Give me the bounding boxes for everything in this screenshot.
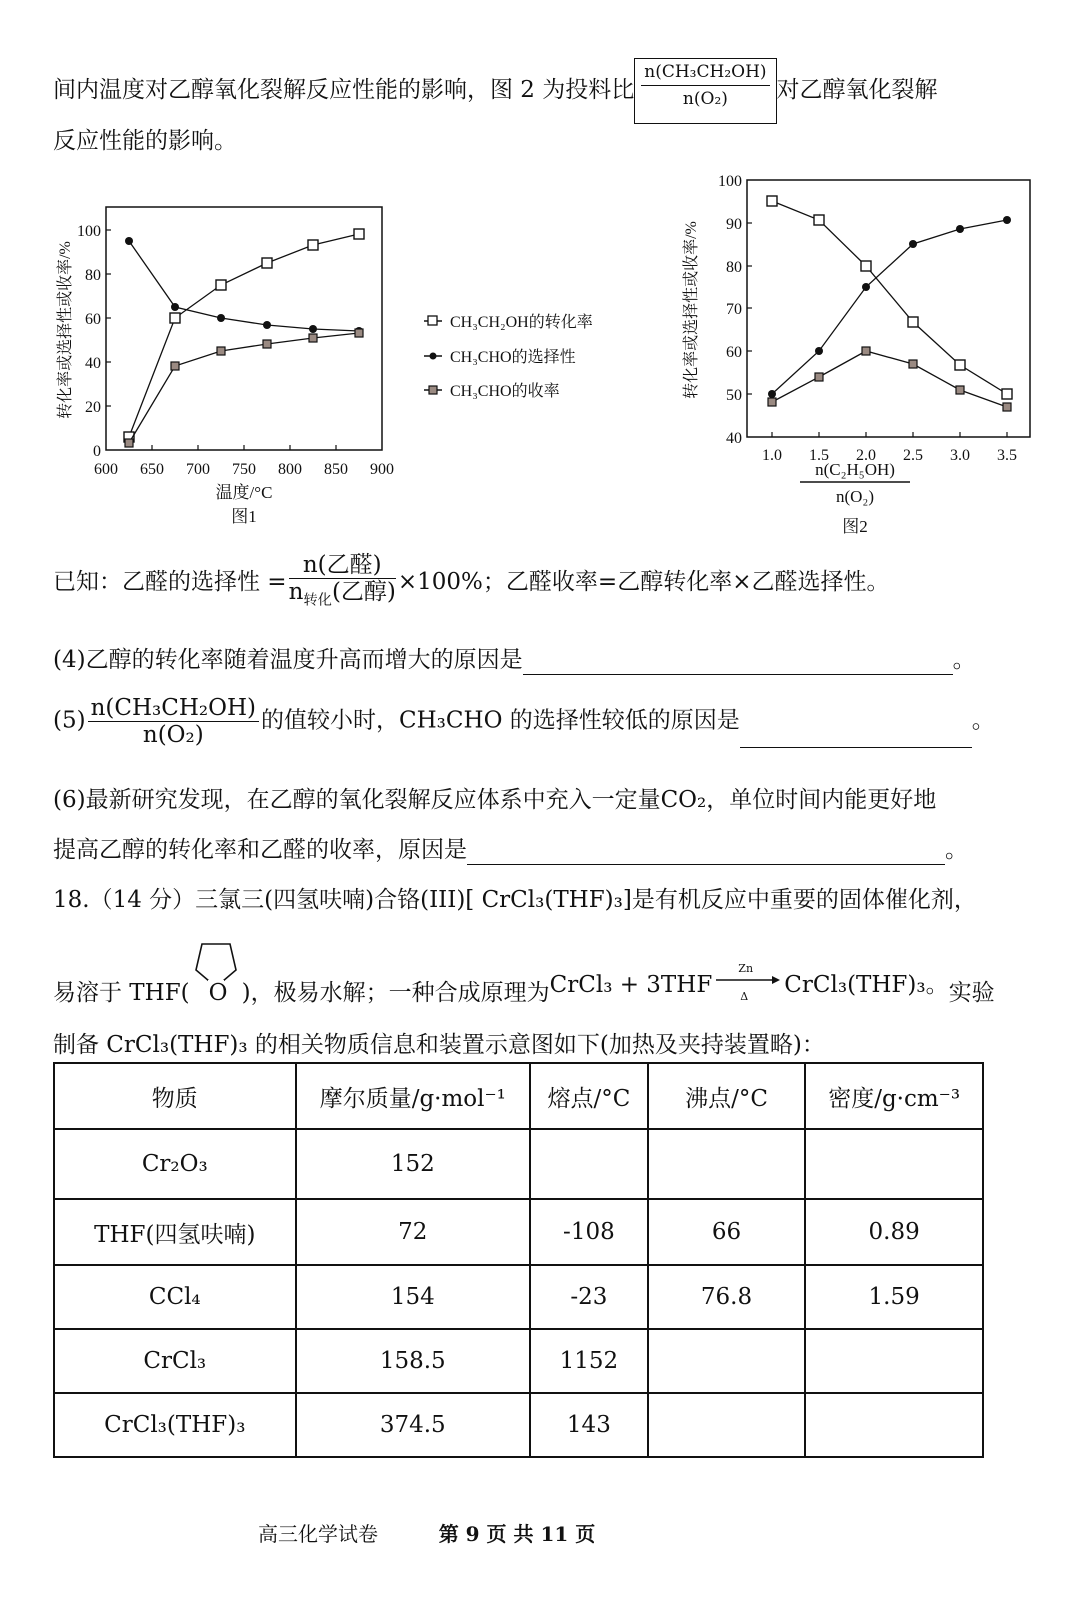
page-footer	[258, 1518, 595, 1547]
q4-text: (4)乙醇的转化率随着温度升高而增大的原因是	[53, 647, 523, 673]
table-row: CrCl₃ 158.5 1152	[54, 1329, 983, 1393]
table-header-row	[54, 1063, 983, 1129]
question-18-line-2: 易溶于 THF( O )，极易水解；一种合成原理为CrCl₃ + 3THF Zn Δ CrCl₃(THF)₃。实验	[53, 976, 995, 1008]
svg-text:60: 60	[85, 311, 101, 328]
svg-text:850: 850	[324, 461, 348, 478]
svg-text:CH₃CHO的选择性: CH₃CHO的选择性	[450, 349, 576, 366]
reaction-reactants: CrCl₃ + 3THF	[549, 972, 713, 998]
q4-answer-blank[interactable]	[523, 652, 953, 675]
intro-text-after: 对乙醇氧化裂解	[776, 77, 938, 103]
svg-text:800: 800	[278, 461, 302, 478]
svg-text:700: 700	[186, 461, 210, 478]
figure-1-chart	[40, 190, 640, 540]
svg-text:3.5: 3.5	[997, 447, 1017, 464]
header-molar-mass: 摩尔质量/g·mol⁻¹	[296, 1063, 530, 1129]
svg-text:40: 40	[726, 430, 742, 447]
selectivity-denominator: $n_{转化}$(乙醇)	[288, 579, 396, 609]
svg-text:1.5: 1.5	[809, 447, 829, 464]
q5-answer-blank[interactable]	[740, 725, 972, 748]
svg-text:60: 60	[726, 344, 742, 361]
feed-ratio-bracket	[634, 58, 776, 124]
table-row: THF(四氢呋喃) 72 -108 66 0.89	[54, 1199, 983, 1265]
svg-text:600: 600	[94, 461, 118, 478]
svg-text:70: 70	[726, 301, 742, 318]
svg-text:CH₃CH₂OH的转化率: CH₃CH₂OH的转化率	[450, 314, 593, 331]
figure-2-chart	[680, 170, 1040, 540]
svg-text:100: 100	[77, 223, 101, 240]
intro-line-2: 反应性能的影响。	[53, 128, 237, 154]
table-row: CrCl₃(THF)₃ 374.5 143	[54, 1393, 983, 1457]
substance-properties-table	[53, 1062, 984, 1458]
ratio-denominator: n(O₂)	[682, 89, 728, 109]
known-formula	[53, 552, 889, 614]
fig1-y-axis-label: 转化率或选择性或收率/%	[57, 241, 74, 419]
header-substance: 物质	[54, 1063, 296, 1129]
svg-text:650: 650	[140, 461, 164, 478]
svg-text:50: 50	[726, 387, 742, 404]
table-row: Cr₂O₃ 152	[54, 1129, 983, 1199]
svg-text:40: 40	[85, 355, 101, 372]
svg-text:2.5: 2.5	[903, 447, 923, 464]
question-18-line-3: 制备 CrCl₃(THF)₃ 的相关物质信息和装置示意图如下(加热及夹持装置略)：	[53, 1032, 825, 1058]
q5-ratio-numerator: n(CH₃CH₂OH)	[88, 695, 259, 722]
fig2-x-axis-numerator: n(C₂H₅OH)	[815, 460, 895, 479]
question-6-line-1: (6)最新研究发现，在乙醇的氧化裂解反应体系中充入一定量CO₂，单位时间内能更好地	[53, 787, 937, 813]
svg-text:90: 90	[726, 216, 742, 233]
fig1-x-axis-label: 温度/°C	[215, 483, 273, 502]
reaction-products: CrCl₃(THF)₃。	[784, 972, 949, 998]
fig2-x-axis-denominator: n(O₂)	[835, 487, 875, 506]
svg-text:750: 750	[232, 461, 256, 478]
svg-text:20: 20	[85, 399, 101, 416]
table-row: CCl₄ 154 -23 76.8 1.59	[54, 1265, 983, 1329]
known-prefix: 已知：乙醛的选择性 =	[53, 568, 287, 595]
q5-text: 的值较小时，CH₃CHO 的选择性较低的原因是	[261, 707, 740, 734]
reaction-arrow: Zn Δ	[716, 966, 780, 990]
thf-structure-icon: O	[190, 978, 242, 1008]
fig2-y-axis-label: 转化率或选择性或收率/%	[683, 221, 700, 399]
ratio-numerator: n(CH₃CH₂OH)	[641, 59, 769, 86]
svg-text:80: 80	[726, 259, 742, 276]
q6-answer-blank[interactable]	[467, 842, 945, 865]
selectivity-numerator: n(乙醛)	[289, 552, 396, 579]
fig2-caption: 图2	[842, 517, 868, 536]
footer-page-number: 第 9 页 共 11 页	[438, 1522, 596, 1546]
svg-text:1.0: 1.0	[762, 447, 782, 464]
svg-text:0: 0	[93, 443, 101, 460]
svg-text:CH₃CHO的收率: CH₃CHO的收率	[450, 383, 560, 400]
fig1-caption: 图1	[231, 507, 257, 526]
question-5: (5) $\frac{\text{n(CH₃CH₂OH)}}{\text{n(O₂)}}$ 的值较小时，CH₃CHO 的选择性较低的原因是 。	[53, 695, 995, 748]
question-18-line-1: 18.（14 分）三氯三(四氢呋喃)合铬(III)[ CrCl₃(THF)₃]是有机反应中重要的固体催化剂，	[53, 887, 977, 913]
question-6-line-2: 提高乙醇的转化率和乙醛的收率，原因是 。	[53, 837, 968, 863]
header-boiling-point: 沸点/°C	[648, 1063, 806, 1129]
known-suffix: ×100%；乙醛收率=乙醇转化率×乙醛选择性。	[397, 568, 890, 595]
footer-subject: 高三化学试卷	[258, 1522, 378, 1546]
header-melting-point: 熔点/°C	[530, 1063, 648, 1129]
svg-text:80: 80	[85, 267, 101, 284]
svg-text:900: 900	[370, 461, 394, 478]
header-density: 密度/g·cm⁻³	[805, 1063, 983, 1129]
intro-text: 间内温度对乙醇氧化裂解反应性能的影响，图 2 为投料比	[53, 77, 635, 103]
intro-line-1	[53, 58, 938, 124]
q5-ratio-denominator: n(O₂)	[142, 722, 204, 748]
fig1-legend	[424, 313, 593, 400]
svg-text:3.0: 3.0	[950, 447, 970, 464]
svg-text:100: 100	[718, 173, 742, 190]
question-4: (4)乙醇的转化率随着温度升高而增大的原因是 。	[53, 647, 976, 673]
svg-text:2.0: 2.0	[856, 447, 876, 464]
